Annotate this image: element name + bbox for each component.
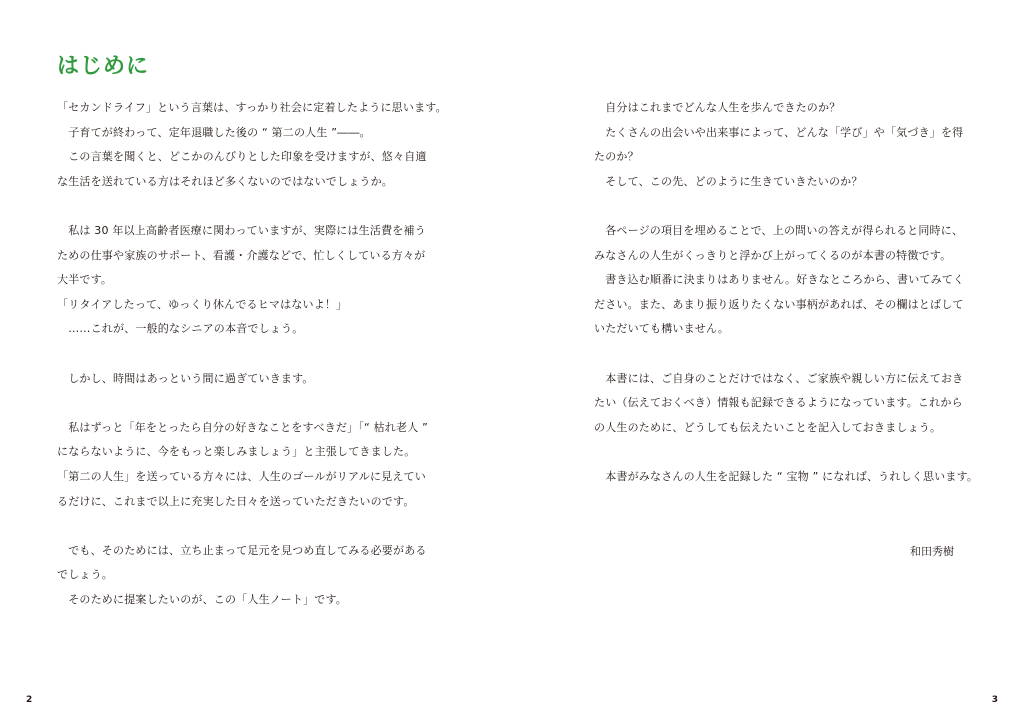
paragraph-line: しかし、時間はあっという間に過ぎていきます。 <box>57 371 314 385</box>
paragraph-line: るだけに、これまで以上に充実した日々を送っていただきたいのです。 <box>57 494 415 508</box>
paragraph-line <box>57 342 447 367</box>
paragraph-line <box>57 514 447 539</box>
paragraph-line <box>594 440 978 465</box>
paragraph-line: たのか？ <box>594 150 639 164</box>
paragraph-line: ださい。また、あまり振り返りたくない事柄があれば、その欄はとばして <box>594 297 964 311</box>
paragraph-line: いただいても構いません。 <box>594 322 730 336</box>
paragraph-line: みなさんの人生がくっきりと浮かび上がってくるのが本書の特徴です。 <box>594 248 952 262</box>
paragraph-line: 私はずっと「年をとったら自分の好きなことをすべきだ」「“ 枯れ老人 ” <box>57 420 428 434</box>
paragraph-line: ための仕事や家族のサポート、看護・介護などで、忙しくしている方々が <box>57 248 426 262</box>
paragraph-line: 「第二の人生」を送っている方々には、人生のゴールがリアルに見えてい <box>57 469 426 483</box>
paragraph-line: そして、この先、どのように生きていきたいのか？ <box>594 174 863 188</box>
paragraph-line: 書き込む順番に決まりはありません。好きなところから、書いてみてく <box>594 273 965 287</box>
paragraph-line: この言葉を聞くと、どこかのんびりとした印象を受けますが、悠々自適 <box>57 150 427 164</box>
paragraph-line: そのために提案したいのが、この「人生ノート」です。 <box>57 592 347 606</box>
paragraph-line <box>594 194 978 219</box>
paragraph-line: でも、そのためには、立ち止まって足元を見つめ直してみる必要がある <box>57 543 427 557</box>
paragraph-line: たくさんの出会いや出来事によって、どんな「学び」や「気づき」を得 <box>594 125 964 139</box>
paragraph-line: な生活を送れている方はそれほど多くないのではないでしょうか。 <box>57 174 393 188</box>
paragraph-line: 自分はこれまでどんな人生を歩んできたのか？ <box>594 101 841 114</box>
paragraph-line: 「リタイアしたって、ゆっくり休んでるヒマはないよ！」 <box>57 297 348 311</box>
paragraph-line: にならないように、今をもっと楽しみましょう」と主張してきました。 <box>57 445 416 459</box>
paragraph-line: 「セカンドライフ」という言葉は、すっかり社会に定着したように思います。 <box>57 101 447 114</box>
author-signature: 和田秀樹 <box>910 545 954 558</box>
page-number-left: 2 <box>26 695 33 705</box>
paragraph-line: 子育てが終わって、定年退職した後の “ 第二の人生 ”――。 <box>57 125 371 139</box>
right-body-text <box>594 96 978 490</box>
paragraph-line: 大半です。 <box>57 273 113 287</box>
paragraph-line: 私は 30 年以上高齢者医療に関わっていますが、実際には生活費を補う <box>57 223 426 237</box>
paragraph-line: でしょう。 <box>57 568 113 582</box>
paragraph-line: の人生のために、どうしても伝えたいことを記入しておきましょう。 <box>594 420 942 434</box>
paragraph-line: ……これが、一般的なシニアの本音でしょう。 <box>57 322 304 336</box>
paragraph-line: 各ページの項目を埋めることで、上の問いの答えが得られると同時に、 <box>594 223 964 237</box>
left-body-text <box>57 96 447 612</box>
paragraph-line <box>57 194 447 219</box>
right-page <box>512 0 1024 723</box>
page-number-right: 3 <box>991 695 998 705</box>
page-title: はじめに <box>57 54 150 79</box>
paragraph-line: 本書には、ご自身のことだけではなく、ご家族や親しい方に伝えておき <box>594 371 964 385</box>
paragraph-line <box>594 342 978 367</box>
paragraph-line: たい（伝えておくべき）情報も記録できるようになっています。これから <box>594 396 963 410</box>
paragraph-line: 本書がみなさんの人生を記録した “ 宝物 ” になれば、うれしく思います。 <box>594 469 979 483</box>
paragraph-line <box>57 391 447 416</box>
